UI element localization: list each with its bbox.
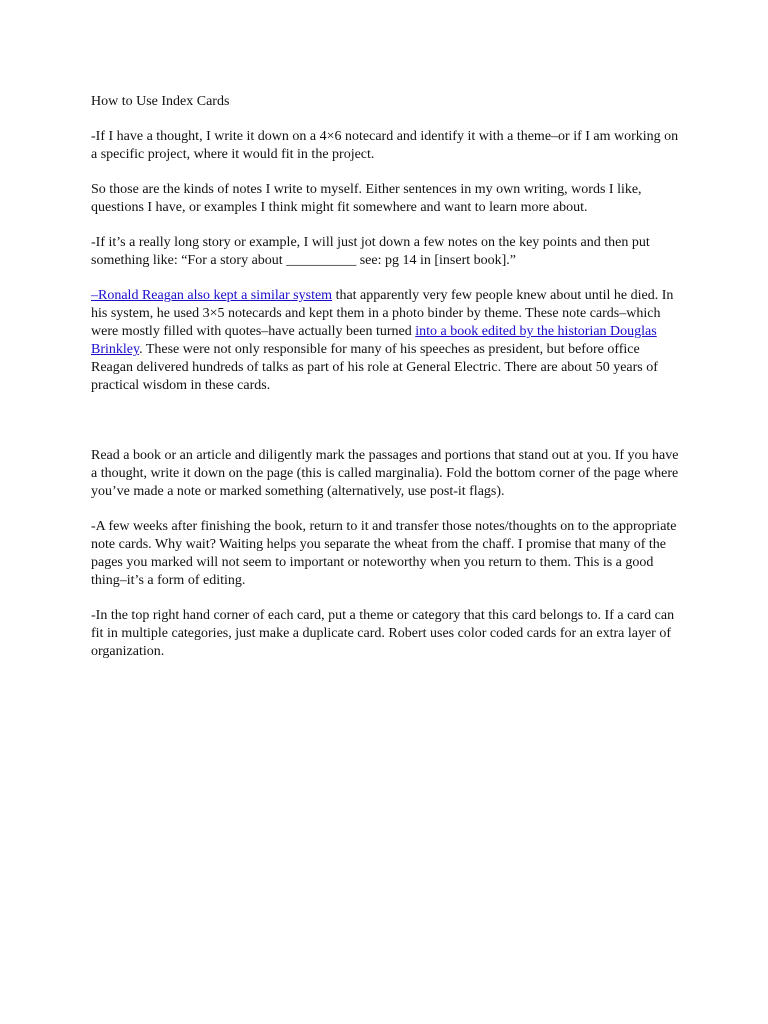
paragraph-theme-category: -In the top right hand corner of each card, put a theme or category that this card belongs to. If a card can fit in multiple categories, just make a duplicate card. Robert uses color coded cards for an extra layer of organization. <box>91 608 675 659</box>
document-title: How to Use Index Cards <box>91 94 230 109</box>
document-body <box>91 93 683 678</box>
paragraph-thought-notecard: -If I have a thought, I write it down on a 4×6 notecard and identify it with a theme–or if I am working on a specific project, where it would fit in the project. <box>91 129 679 162</box>
paragraph-reagan-system <box>91 287 683 395</box>
reagan-text-part-2: . These were not only responsible for many of his speeches as president, but before office Reagan delivered hundreds of talks as part of his role at General Electric. There are about 50 years of practical wisdom in these cards. <box>91 342 658 393</box>
reagan-text-part-1: that apparently very few people knew about until he died. In his system, he used 3×5 notecards and kept them in a photo binder by theme. These note cards–which were mostly filled with quotes–have actually been turned <box>91 288 674 339</box>
paragraph-read-and-mark: Read a book or an article and diligently mark the passages and portions that stand out at you. If you have a thought, write it down on the page (this is called marginalia). Fold the bottom corner of the page where you’ve made a note or marked something (alternatively, use post-it flags). <box>91 448 679 499</box>
brinkley-book-link[interactable]: into a book edited by the historian Douglas Brinkley <box>91 324 657 357</box>
section-spacer <box>91 412 683 447</box>
paragraph-kinds-of-notes: So those are the kinds of notes I write to myself. Either sentences in my own writing, words I like, questions I have, or examples I think might fit somewhere and want to learn more about. <box>91 182 642 215</box>
paragraph-long-story: -If it’s a really long story or example, I will just jot down a few notes on the key points and then put something like: “For a story about __________ see: pg 14 in [insert book].” <box>91 235 650 268</box>
paragraph-transfer-notes: -A few weeks after finishing the book, return to it and transfer those notes/thoughts on to the appropriate note cards. Why wait? Waiting helps you separate the wheat from the chaff. I promise that many of the pages you marked will not seem to important or noteworthy when you return to them. This is a good thing–it’s a form of editing. <box>91 519 677 588</box>
reagan-system-link[interactable]: –Ronald Reagan also kept a similar system <box>91 288 333 303</box>
